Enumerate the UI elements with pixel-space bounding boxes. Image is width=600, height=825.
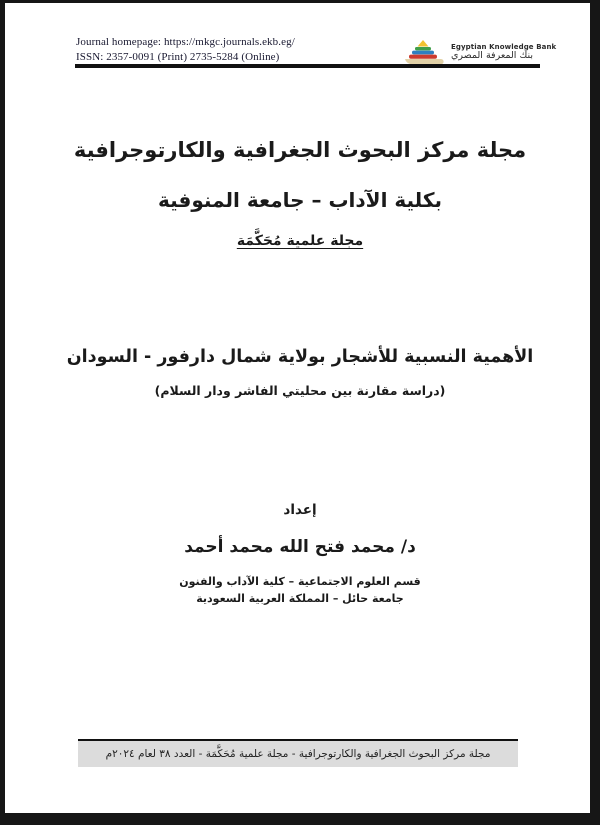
journal-issn: ISSN: 2357-0091 (Print) 2735-5284 (Online) <box>76 50 280 63</box>
header-divider-rule <box>75 64 540 68</box>
ekb-logo <box>401 39 556 66</box>
scan-border-right <box>590 0 600 825</box>
journal-title-line1: مجلة مركز البحوث الجغرافية والكارتوجرافية <box>73 138 527 162</box>
ekb-name-arabic: بنك المعرفة المصري <box>451 50 533 62</box>
journal-title-line2: بكلية الآداب – جامعة المنوفية <box>157 188 442 213</box>
footer-issue-text: مجلة مركز البحوث الجغرافية والكارتوجرافية - مجلة علمية مُحَكَّمَة - العدد ٣٨ لعام ٢٠٢٤م <box>105 748 491 760</box>
scan-border-left <box>0 0 5 825</box>
scan-border-bottom <box>0 813 600 825</box>
prepared-by-label: إعداد <box>283 502 317 518</box>
journal-title-block <box>0 138 600 250</box>
author-block <box>0 502 600 607</box>
footer-issue-bar <box>78 739 518 767</box>
author-name: د/ محمد فتح الله محمد أحمد <box>184 537 416 557</box>
article-subtitle: (دراسة مقارنة بين محليتي الفاشر ودار السلام) <box>154 382 446 398</box>
journal-header-info <box>76 35 295 64</box>
ekb-name-english: Egyptian Knowledge Bank <box>451 43 557 52</box>
ekb-logo-text <box>451 43 556 62</box>
peer-review-note: مجلة علمية مُحَكَّمَة <box>236 233 364 250</box>
affiliation-department: قسم العلوم الاجتماعية – كلية الآداب والفنون <box>179 575 421 588</box>
journal-homepage-url: Journal homepage: https://mkgc.journals.ekb.eg/ <box>76 36 295 48</box>
scan-border-top <box>0 0 600 3</box>
article-title: الأهمية النسبية للأشجار بولاية شمال دارفور - السودان <box>66 347 534 367</box>
article-title-block <box>0 347 600 398</box>
affiliation-university: جامعة حائل – المملكة العربية السعودية <box>196 592 404 606</box>
author-affiliation <box>0 573 600 607</box>
ekb-pyramid-icon <box>401 39 445 66</box>
